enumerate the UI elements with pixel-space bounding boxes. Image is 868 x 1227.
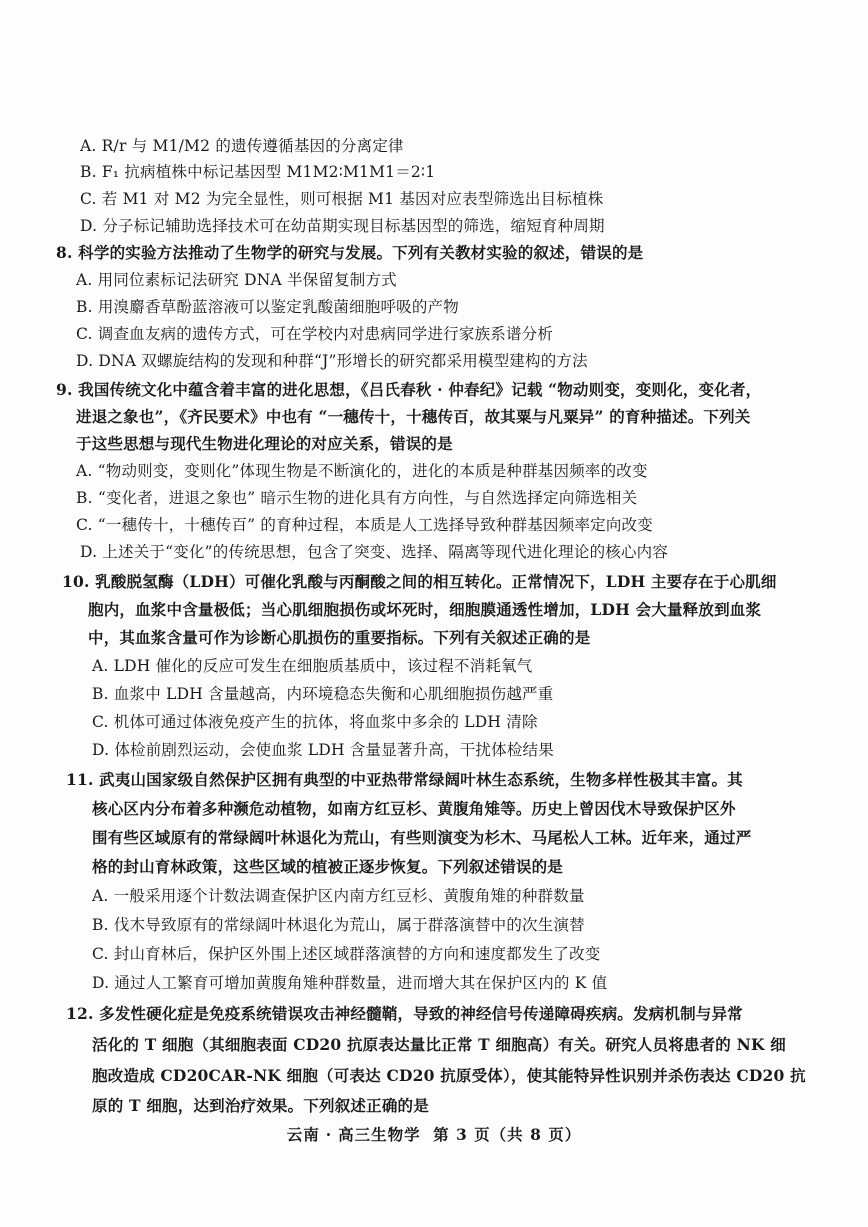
q10-stem-line-1: 10. 乳酸脱氢酶（LDH）可催化乳酸与丙酮酸之间的相互转化。正常情况下，LDH 主要存在于心肌细 bbox=[62, 572, 777, 591]
q12-stem-line-4: 原的 T 细胞，达到治疗效果。下列叙述正确的是 bbox=[92, 1096, 429, 1115]
page-footer bbox=[0, 1123, 868, 1145]
q11-stem-line-2: 核心区内分布着多种濒危动植物，如南方红豆杉、黄腹角雉等。历史上曾因伐木导致保护区外 bbox=[92, 799, 736, 818]
q10-option-b: B. 血浆中 LDH 含量越高，内环境稳态失衡和心肌细胞损伤越严重 bbox=[92, 685, 554, 703]
q9-stem-line-1: 9. 我国传统文化中蕴含着丰富的进化思想，《吕氏春秋 · 仲春纪》记载 “物动则变，变则化，变化者， bbox=[56, 380, 762, 399]
q11-option-d: D. 通过人工繁育可增加黄腹角雉种群数量，进而增大其在保护区内的 K 值 bbox=[92, 974, 608, 992]
q10-stem-line-2: 胞内，血浆中含量极低；当心肌细胞损伤或坏死时，细胞膜通透性增加，LDH 会大量释放到血浆 bbox=[88, 600, 762, 619]
q10-option-c: C. 机体可通过体液免疫产生的抗体，将血浆中多余的 LDH 清除 bbox=[92, 713, 538, 731]
q8-option-d: D. DNA 双螺旋结构的发现和种群“J”形增长的研究都采用模型建构的方法 bbox=[76, 352, 588, 370]
q9-option-d: D. 上述关于“变化”的传统思想，包含了突变、选择、隔离等现代进化理论的核心内容 bbox=[80, 543, 669, 561]
footer-subject: 高三生物学 bbox=[338, 1125, 421, 1144]
footer-separator: · bbox=[325, 1125, 333, 1144]
q10-option-d: D. 体检前剧烈运动，会使血浆 LDH 含量显著升高，干扰体检结果 bbox=[92, 741, 554, 759]
q11-stem-line-4: 格的封山育林政策，这些区域的植被正逐步恢复。下列叙述错误的是 bbox=[92, 857, 564, 876]
q11-stem-line-1: 11. 武夷山国家级自然保护区拥有典型的中亚热带常绿阔叶林生态系统，生物多样性极其丰富。其 bbox=[66, 770, 743, 789]
q11-stem-line-3: 围有些区域原有的常绿阔叶林退化为荒山，有些则演变为杉木、马尾松人工林。近年来，通过严 bbox=[92, 828, 752, 847]
q9-option-c: C. “一穗传十，十穗传百” 的育种过程，本质是人工选择导致种群基因频率定向改变 bbox=[76, 516, 653, 534]
q7-option-b: B. F₁ 抗病植株中标记基因型 M1M2∶M1M1＝2∶1 bbox=[80, 163, 436, 181]
q11-option-b: B. 伐木导致原有的常绿阔叶林退化为荒山，属于群落演替中的次生演替 bbox=[92, 916, 585, 934]
q8-stem: 8. 科学的实验方法推动了生物学的研究与发展。下列有关教材实验的叙述，错误的是 bbox=[56, 243, 644, 262]
q9-stem-line-2: 进退之象也”，《齐民要术》中也有 “一穗传十，十穗传百，故其粟与凡粟异” 的育种描述。下列关 bbox=[76, 407, 751, 426]
q10-stem-line-3: 中，其血浆含量可作为诊断心肌损伤的重要指标。下列有关叙述正确的是 bbox=[88, 628, 591, 647]
q9-option-b: B. “变化者，进退之象也” 暗示生物的进化具有方向性，与自然选择定向筛选相关 bbox=[76, 489, 638, 507]
q7-option-c: C. 若 M1 对 M2 为完全显性，则可根据 M1 基因对应表型筛选出目标植株 bbox=[80, 190, 604, 208]
footer-page-info: 第 3 页（共 8 页） bbox=[433, 1125, 582, 1144]
q12-stem-line-1: 12. 多发性硬化症是免疫系统错误攻击神经髓鞘，导致的神经信号传递障碍疾病。发病机制与异常 bbox=[66, 1004, 743, 1023]
q12-stem-line-3: 胞改造成 CD20CAR-NK 细胞（可表达 CD20 抗原受体），使其能特异性识别并杀伤表达 CD20 抗 bbox=[92, 1066, 806, 1085]
q7-option-d: D. 分子标记辅助选择技术可在幼苗期实现目标基因型的筛选，缩短育种周期 bbox=[80, 217, 605, 235]
q8-option-a: A. 用同位素标记法研究 DNA 半保留复制方式 bbox=[76, 271, 397, 289]
footer-region: 云南 bbox=[286, 1125, 320, 1144]
q7-option-a: A. R/r 与 M1/M2 的遗传遵循基因的分离定律 bbox=[80, 137, 404, 155]
q8-option-c: C. 调查血友病的遗传方式，可在学校内对患病同学进行家族系谱分析 bbox=[76, 325, 554, 343]
q8-option-b: B. 用溴麝香草酚蓝溶液可以鉴定乳酸菌细胞呼吸的产物 bbox=[76, 298, 459, 316]
q11-option-c: C. 封山育林后，保护区外围上述区域群落演替的方向和速度都发生了改变 bbox=[92, 945, 601, 963]
q9-option-a: A. “物动则变，变则化”体现生物是不断演化的，进化的本质是种群基因频率的改变 bbox=[76, 462, 648, 480]
q10-option-a: A. LDH 催化的反应可发生在细胞质基质中，该过程不消耗氧气 bbox=[92, 657, 533, 675]
q12-stem-line-2: 活化的 T 细胞（其细胞表面 CD20 抗原表达量比正常 T 细胞高）有关。研究人员将患者的 NK 细 bbox=[92, 1035, 786, 1054]
q11-option-a: A. 一般采用逐个计数法调查保护区内南方红豆杉、黄腹角雉的种群数量 bbox=[92, 887, 585, 905]
q9-stem-line-3: 于这些思想与现代生物进化理论的对应关系，错误的是 bbox=[76, 434, 453, 453]
